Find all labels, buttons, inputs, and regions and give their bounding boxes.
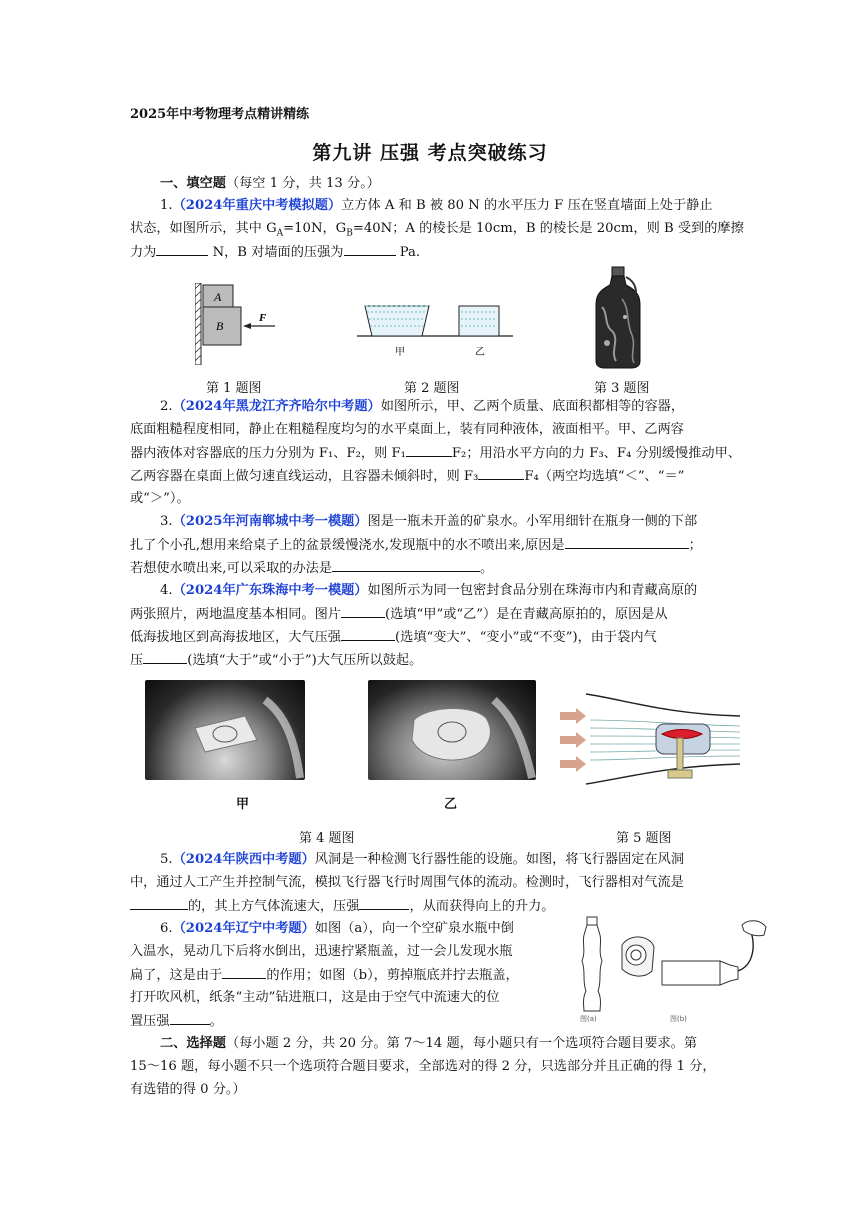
q2-number: 2.	[160, 399, 173, 414]
q3-text: ；	[688, 538, 702, 553]
caption-fig1: 第 1 题图	[206, 381, 262, 396]
figure-2	[355, 300, 515, 362]
q6-text: 如图（a），向一个空矿泉水瓶中倒	[314, 921, 514, 936]
q5-text: ，从而获得向上的升力。	[409, 899, 555, 914]
fig1-label-b: B	[216, 319, 224, 333]
section2-text: （每小题 2 分，共 20 分。第 7～14 题，每小题只有一个选项符合题目要求。第	[225, 1036, 698, 1051]
food-bag-image	[368, 680, 536, 780]
figure-1	[195, 283, 285, 365]
q6-line2: 入温水，晃动几下后将水倒出，迅速拧紧瓶盖，过一会儿发现水瓶	[130, 944, 513, 959]
q5-source: （2024年陕西中考题）	[172, 852, 315, 867]
answer-blank[interactable]	[341, 604, 385, 618]
q2-line3	[130, 443, 741, 464]
q3-text: 。	[480, 561, 494, 576]
fig2-label-jia: 甲	[395, 347, 405, 358]
q3-text: 扎了个小孔,想用来给桌子上的盆景缓慢浇水,发现瓶中的水不喷出来,原因是	[130, 538, 565, 553]
answer-blank[interactable]	[332, 558, 480, 572]
q1-text: 状态，如图所示，其中 G	[130, 221, 277, 236]
q5-text: 的，其上方气体流速大，压强	[188, 899, 360, 914]
fig2-label-yi: 乙	[475, 347, 485, 358]
q3-text: 若想使水喷出来,可以采取的办法是	[130, 561, 333, 576]
figure-6	[578, 915, 768, 1025]
q6-number: 6.	[160, 921, 173, 936]
q3-line2	[130, 535, 702, 556]
figure-5-wind-tunnel	[556, 690, 746, 790]
q4-line2	[130, 604, 668, 625]
q6-line3	[130, 965, 519, 986]
photo-label-jia: 甲	[236, 797, 250, 812]
fig6a-label: 图(a)	[580, 1015, 597, 1023]
section2-head: 二、选择题	[160, 1036, 226, 1051]
answer-blank[interactable]	[565, 535, 689, 549]
caption-fig5: 第 5 题图	[616, 831, 672, 846]
page-title: 第九讲 压强 考点突破练习	[312, 142, 548, 164]
answer-blank[interactable]	[156, 242, 208, 256]
q6-line1	[160, 919, 514, 939]
section2-line3: 有选错的得 0 分。）	[130, 1082, 246, 1097]
q4-line4	[130, 650, 422, 671]
answer-blank[interactable]	[478, 466, 524, 480]
fig1-label-f: F	[259, 312, 267, 324]
q3-source: （2025年河南郸城中考一模题）	[172, 514, 368, 529]
q4-text: (选填“甲”或“乙”）是在青藏高原拍的，原因是从	[385, 607, 668, 622]
q4-text: (选填“变大”、“变小”或“不变”)，由于袋内气	[395, 630, 657, 645]
q6-line4: 打开吹风机，纸条“主动”钻进瓶口，这是由于空气中流速大的位	[130, 990, 500, 1005]
fig6b-label: 图(b)	[670, 1015, 687, 1023]
q2-text: F₄（两空均选填“＜”、“＝”	[524, 469, 685, 484]
q1-text: N，B 对墙面的压强为	[208, 245, 344, 260]
q2-text: 器内液体对容器底的压力分别为 F₁、F₂，则 F₁	[130, 446, 406, 461]
figure-3-bottle	[592, 265, 644, 370]
q4-text: 压	[130, 653, 144, 668]
q4-source: （2024年广东珠海中考一模题）	[172, 583, 368, 598]
section2-line2: 15～16 题，每小题不只一个选项符合题目要求，全部选对的得 2 分，只选部分并且正确的得 1 分，	[130, 1059, 716, 1074]
q2-text: 如图所示，甲、乙两个质量、底面积都相等的容器，	[380, 399, 685, 414]
answer-blank[interactable]	[143, 650, 187, 664]
q4-text: 低海拔地区到高海拔地区，大气压强	[130, 630, 341, 645]
q1-line2: 状态，如图所示，其中 $G_A=10N$，$G_B=40N$；A 的棱长是 10cm，B 的棱长是 20cm，则 B 受到的摩擦	[130, 221, 744, 239]
food-bag-image	[145, 680, 305, 780]
q2-line2: 底面粗糙程度相同，静止在粗糙程度均匀的水平桌面上，装有同种液体，液面相平。甲、乙两容	[130, 422, 684, 437]
q1-line1	[160, 196, 713, 216]
caption-fig4: 第 4 题图	[299, 831, 355, 846]
q4-line1	[160, 581, 697, 601]
q3-line1	[160, 512, 697, 532]
answer-blank[interactable]	[359, 896, 409, 910]
q5-line1	[160, 850, 684, 870]
q4-text: 如图所示为同一包密封食品分别在珠海市内和青藏高原的	[367, 583, 698, 598]
q3-line3	[130, 558, 493, 579]
answer-blank[interactable]	[222, 965, 266, 979]
caption-fig2: 第 2 题图	[404, 381, 460, 396]
q3-number: 3.	[160, 514, 173, 529]
q1-text: 立方体 A 和 B 被 80 N 的水平压力 F 压在竖直墙面上处于静止	[341, 198, 713, 213]
q4-text: (选填“大于”或“小于”)大气压所以鼓起。	[187, 653, 423, 668]
answer-blank[interactable]	[341, 627, 395, 641]
q2-text: 乙两容器在桌面上做匀速直线运动，且容器未倾斜时，则 F₃	[130, 469, 479, 484]
q2-line5: 或“＞”）。	[130, 491, 190, 506]
photo-yi	[368, 680, 536, 780]
q6-text: 的作用；如图（b），剪掉瓶底并拧去瓶盖，	[266, 968, 519, 983]
q2-source: （2024年黑龙江齐齐哈尔中考题）	[172, 399, 381, 414]
q1-text: 力为	[130, 245, 157, 260]
doc-header: 2025年中考物理考点精讲精练	[130, 107, 310, 122]
q2-text: F₂；用沿水平方向的力 F₃、F₄ 分别缓慢推动甲、	[451, 446, 741, 461]
photo-jia	[145, 680, 305, 780]
q4-number: 4.	[160, 583, 173, 598]
answer-blank[interactable]	[344, 242, 396, 256]
q6-line5	[130, 1011, 223, 1032]
answer-blank[interactable]	[406, 443, 452, 457]
q6-text: 扁了，这是由于	[130, 968, 223, 983]
q6-text: 。	[209, 1014, 223, 1029]
q2-line4	[130, 466, 684, 487]
answer-blank[interactable]	[170, 1011, 210, 1025]
section1-note: （每空 1 分，共 13 分。）	[225, 176, 380, 191]
q5-number: 5.	[160, 852, 173, 867]
q6-source: （2024年辽宁中考题）	[172, 921, 315, 936]
section1-head: 一、填空题	[160, 176, 226, 191]
caption-fig3: 第 3 题图	[594, 381, 650, 396]
q1-line3	[130, 242, 420, 263]
q1-text: =40N；A 的棱长是 10cm，B 的棱长是 20cm，则 B 受到的摩擦	[352, 221, 744, 236]
q1-text: =10N，G	[283, 221, 347, 236]
photo-label-yi: 乙	[444, 797, 458, 812]
q2-line1	[160, 397, 684, 417]
answer-blank[interactable]	[130, 896, 188, 910]
q6-text: 置压强	[130, 1014, 170, 1029]
q4-line3	[130, 627, 657, 648]
section1-heading	[160, 174, 380, 194]
section2-line1	[160, 1034, 697, 1054]
q4-text: 两张照片，两地温度基本相同。图片	[130, 607, 341, 622]
q1-source: （2024年重庆中考模拟题）	[172, 198, 342, 213]
q5-line2: 中，通过人工产生并控制气流，模拟飞行器飞行时周围气体的流动。检测时，飞行器相对气流是	[130, 875, 684, 890]
q1-text: Pa.	[395, 245, 421, 260]
fig1-label-a: A	[214, 290, 222, 304]
q3-text: 图是一瓶未开盖的矿泉水。小军用细针在瓶身一侧的下部	[367, 514, 698, 529]
q5-text: 风洞是一种检测飞行器性能的设施。如图，将飞行器固定在风洞	[314, 852, 685, 867]
q5-line3	[130, 896, 555, 917]
q1-number: 1.	[160, 198, 173, 213]
